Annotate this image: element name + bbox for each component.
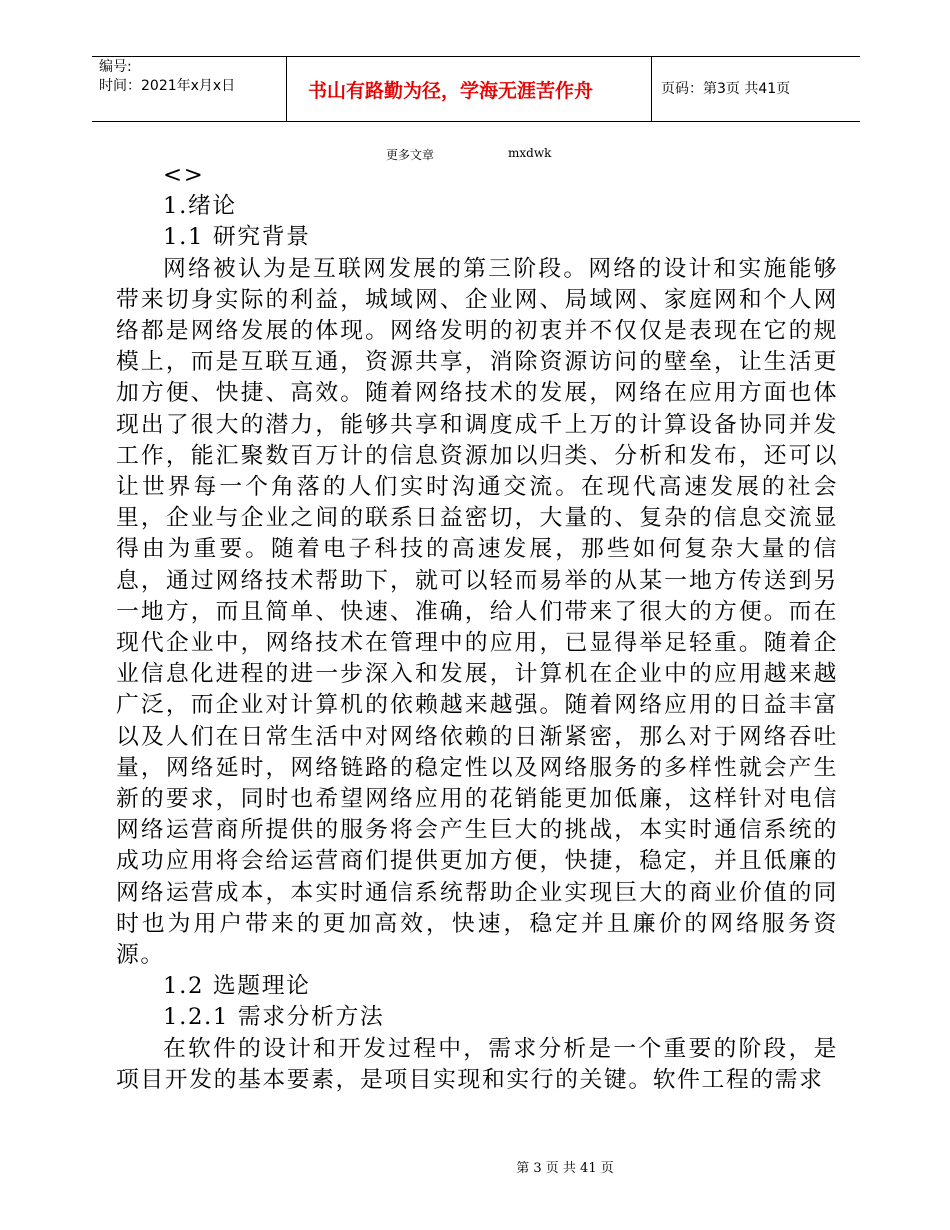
section-heading-1-2: 1.2 选题理论 [163, 973, 311, 1000]
page-footer: 第 3 页 共 41 页 [516, 1161, 614, 1176]
paragraph-requirements-analysis: 在软件的设计和开发过程中，需求分析是一个重要的阶段，是项目开发的基本要素，是项目实现和实行的关键。软件工程的需求 [116, 1035, 838, 1093]
section-heading-1-2-1: 1.2.1 需求分析方法 [163, 1004, 385, 1031]
header-top-rule [92, 56, 860, 57]
header-divider-right [651, 56, 652, 121]
header-divider-left [286, 56, 287, 121]
section-heading-1-1: 1.1 研究背景 [163, 224, 311, 251]
header-bottom-rule [92, 121, 860, 122]
serial-label: 编号: [99, 59, 132, 75]
chapter-heading: 1.绪论 [163, 193, 237, 220]
placeholder-text: <> [163, 162, 205, 188]
site-code: mxdwk [508, 146, 552, 160]
paragraph-research-background: 网络被认为是互联网发展的第三阶段。网络的设计和实施能够带来切身实际的利益，城域网、企业网、局域网、家庭网和个人网络都是网络发展的体现。网络发明的初衷并不仅仅是表现在它的规模上，而是互联互通，资源共享，消除资源访问的壁垒，让生活更加方便、快捷、高效。随着网络技术的发展，网络在应用方面也体现出了很大的潜力，能够共享和调度成千上万的计算设备协同并发工作，能汇聚数百万计的信息资源加以归类、分析和发布，还可以让世界每一个角落的人们实时沟通交流。在现代高速发展的社会里，企业与企业之间的联系日益密切，大量的、复杂的信息交流显得由为重要。随着电子科技的高速发展，那些如何复杂大量的信息，通过网络技术帮助下，就可以轻而易举的从某一地方传送到另一地方，而且简单、快速、准确，给人们带来了很大的方便。而在现代企业中，网络技术在管理中的应用，已显得举足轻重。随着企业信息化进程的进一步深入和发展，计算机在企业中的应用越来越广泛，而企业对计算机的依赖越来越强。随着网络应用的日益丰富以及人们在日常生活中对网络依赖的日渐紧密，那么对于网络吞吐量，网络延时，网络链路的稳定性以及网络服务的多样性就会产生新的要求，同时也希望网络应用的花销能更加低廉，这样针对电信网络运营商所提供的服务将会产生巨大的挑战，本实时通信系统的成功应用将会给运营商们提供更加方便，快捷，稳定，并且低廉的网络运营成本，本实时通信系统帮助企业实现巨大的商业价值的同时也为用户带来的更加高效，快速，稳定并且廉价的网络服务资源。 [116, 255, 838, 969]
header-motto: 书山有路勤为径，学海无涯苦作舟 [308, 80, 594, 102]
time-label: 时间：2021年x月x日 [99, 78, 236, 94]
document-body [116, 160, 838, 1096]
page-info: 页码：第3页 共41页 [661, 81, 791, 97]
more-articles-label: 更多文章 [386, 148, 435, 162]
